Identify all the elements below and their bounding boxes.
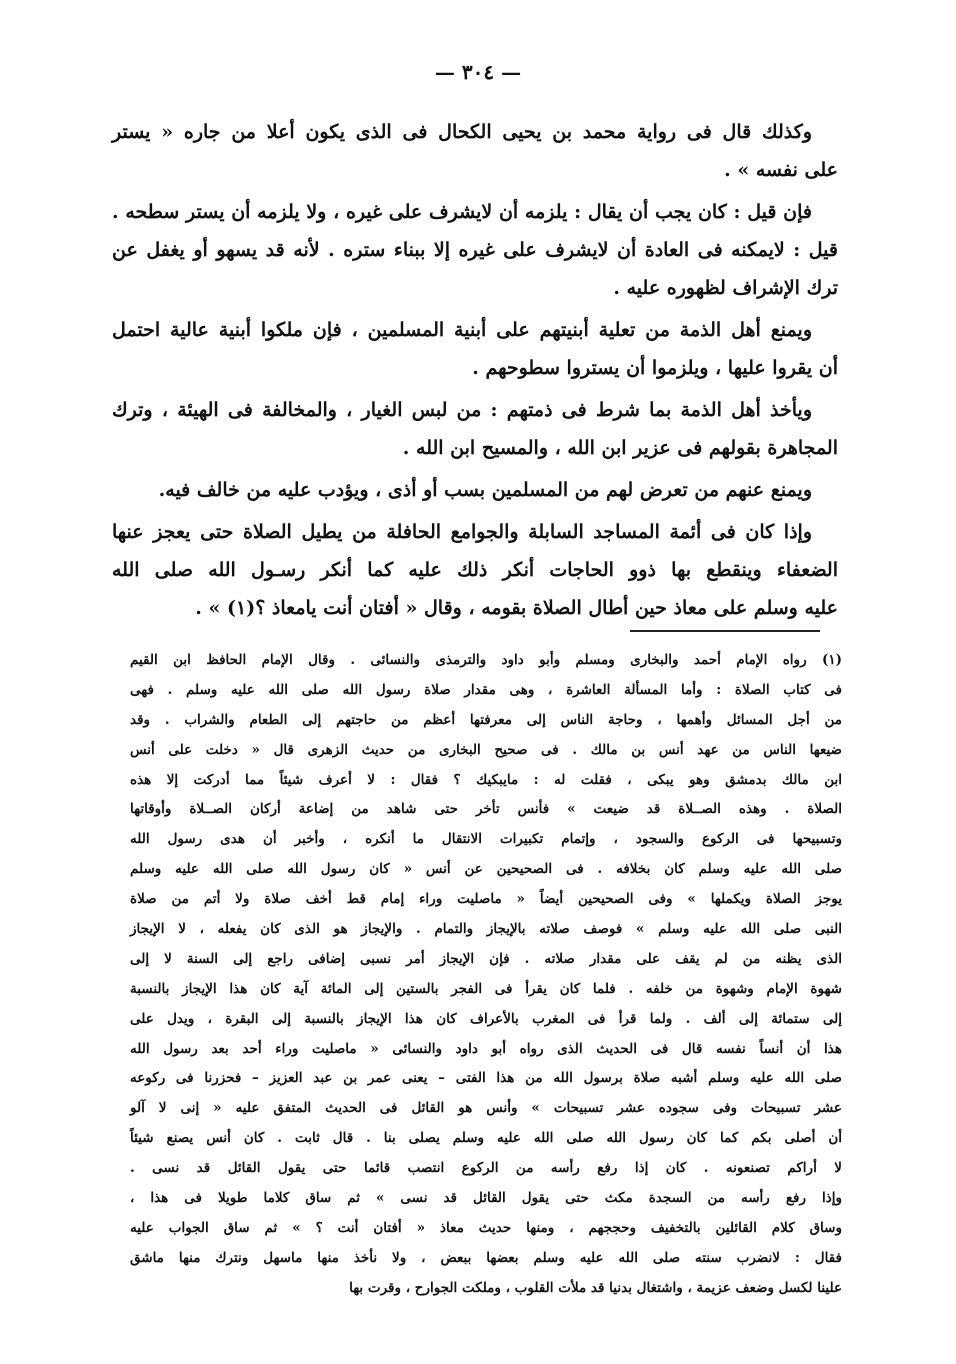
footnote-line: فى كتاب الصلاة : وأما المسألة العاشرة ، وهى مقدار صلاة رسول الله صلى الله عليه وسلم . فهى [130,681,842,698]
footnote-line: النبى صلى الله عليه وسلم » فوصف صلاته بالإيجاز والتمام . والإيجاز هو الذى كان يفعله ، لا الإيجاز [130,921,842,938]
paragraph [112,193,838,307]
footnote-line: الصلاة . وهذه الصــلاة قد ضيعت » فأنس تأخر حتى شاهد من إضاعة أركان الصــلاة وأوقاتها [130,801,842,818]
text-line: المجاهرة بقولهم فى عزير ابن الله ، والمسيح ابن الله . [402,437,838,459]
paragraph [112,113,838,189]
footnote-line: هذا أن أنساً نفسه قال فى الحديث الذى رواه أبو داود والنسائى « ماصليت وراء أحد بعد رسول الله [130,1040,842,1057]
text-line: أن يقروا عليها ، ويلزموا أن يستروا سطوحهم . [472,357,838,379]
text-line: ويأخذ أهل الذمة بما شرط فى ذمتهم : من لبس الغيار ، والمخالفة فى الهيئة ، وترك [112,399,812,421]
footnote-line: الذى يظنه من لم يقف على مقدار صلاته . فإن الإيجاز أمر نسبى إضافى راجع إلى السنة لا إلى [130,950,842,967]
paragraph [112,311,838,387]
footnote-line: عشر تسبيحات وفى سجوده عشر تسبيحات » وأنس هو القائل فى الحديث المتفق عليه « إنى لا آلو [130,1100,842,1117]
footnote-line: فقال : لانضرب سنته صلى الله عليه وسلم بعضها ببعض ، ولا نأخذ منها ماسهل ونترك منها ماشق [130,1249,842,1266]
footnote-line: صلى الله عليه وسلم كان بخلافه . فى الصحيحين عن أنس « كان رسول الله صلى الله عليه وسلم [130,861,842,878]
footnote-line: شهوة الإمام وشهوة من خلفه . فلما كان يقرأ فى الفجر بالستين إلى المائة آية كان هذا الإيجاز بالنسبة [130,980,842,997]
footnote-line: ابن مالك بدمشق وهو يبكى ، فقلت له : مايبكيك ؟ فقال : لا أعرف شيئاً مما أدركت إلا هذه [130,771,842,788]
paragraph [112,471,838,509]
footnote-line: صلى الله عليه وسلم أشبه صلاة برسول الله من هذا الفتى – يعنى عمر بن عبد العزيز – فحزرنا فى ركوعه [130,1070,842,1087]
text-line: فإن قيل : كان يجب أن يقال : يلزمه أن لايشرف على غيره ، ولا يلزمه أن يستر سطحه . [112,201,812,223]
footnote-divider [630,630,820,632]
footnote-line: إلى ستمائة إلى ألف . ولما قرأ فى المغرب بالأعراف كان هذا الإيجاز بالنسبة إلى البقرة ، ويدل على [130,1010,842,1027]
footnote-line: من أجل المسائل وأهمها ، وحاجة الناس إلى معرفتها أعظم من حاجتهم إلى الطعام والشراب . وقد [130,711,842,728]
text-line: ويمنع أهل الذمة من تعلية أبنيتهم على أبنية المسلمين ، فإن ملكوا أبنية عالية احتمل [112,319,812,341]
footnote-line: (١) رواه الإمام أحمد والبخارى ومسلم وأبو داود والترمذى والنسائى . وقال الإمام الحافظ ابن القيم [130,652,842,668]
paragraph [112,513,838,627]
footnote-line: وإذا رفع رأسه من السجدة مكث حتى يقول القائل قد نسى » ثم ساق كلاما طويلا فى هذا ، [130,1190,842,1207]
text-line: وكذلك قال فى رواية محمد بن يحيى الكحال فى الذى يكون أعلا من جاره « يستر [112,121,812,143]
text-line: ويمنع عنهم من تعرض لهم من المسلمين بسب أو أذى ، ويؤدب عليه من خالف فيه. [158,479,812,501]
footnote-line: علينا لكسل وضعف عزيمة ، واشتغال بدنيا قد ملأت القلوب ، وملكت الجوارح ، وقرت بها [349,1279,842,1296]
footnotes [130,646,842,1304]
footnote-line: ضيعها الناس من عهد أنس بن مالك . فى صحيح البخارى من حديث الزهرى قال « دخلت على أنس [130,741,842,758]
paragraph [112,391,838,467]
main-text [112,113,838,631]
footnote-line: يوجز الصلاة ويكملها » وفى الصحيحين أيضاً « ماصليت وراء إمام قط أخف صلاة ولا أتم من صلاة [130,891,842,908]
footnote-line: لا أراكم تصنعونه . كان إذا رفع رأسه من الركوع انتصب قائما حتى يقول القائل قد نسى . [130,1160,842,1177]
text-line: على نفسه » . [724,159,838,181]
page-number: — ٣٠٤ — [434,60,522,84]
footnote-line: وساق كلام القائلين بالتخفيف وحججهم ، ومنها حديث معاذ « أفتان أنت ؟ » ثم ساق الجواب عليه [130,1219,842,1236]
text-line: الضعفاء وينقطع بها ذوو الحاجات أنكر ذلك عليه كما أنكر رسـول الله صلى الله [112,559,838,581]
text-line: عليه وسلم على معاذ حين أطال الصلاة بقومه ، وقال « أفتان أنت يامعاذ ؟(١) » . [195,597,838,619]
footnote-line: أن أصلى بكم كما كان رسول الله صلى الله عليه وسلم يصلى بنا . قال ثابت . كان أنس يصنع شيئاً [130,1130,842,1147]
text-line: قيل : لايمكنه فى العادة أن لايشرف على غيره إلا ببناء ستره . لأنه قد يسهو أو يغفل عن [112,239,838,261]
text-line: ترك الإشراف لظهوره عليه . [613,277,838,299]
text-line: وإذا كان فى أئمة المساجد السابلة والجوامع الحافلة من يطيل الصلاة حتى يعجز عنها [112,521,812,543]
footnote-line: وتسبيحها فى الركوع والسجود ، وإتمام تكبيرات الانتقال ما أنكره ، وأخبر أن هدى رسول الله [130,831,842,848]
